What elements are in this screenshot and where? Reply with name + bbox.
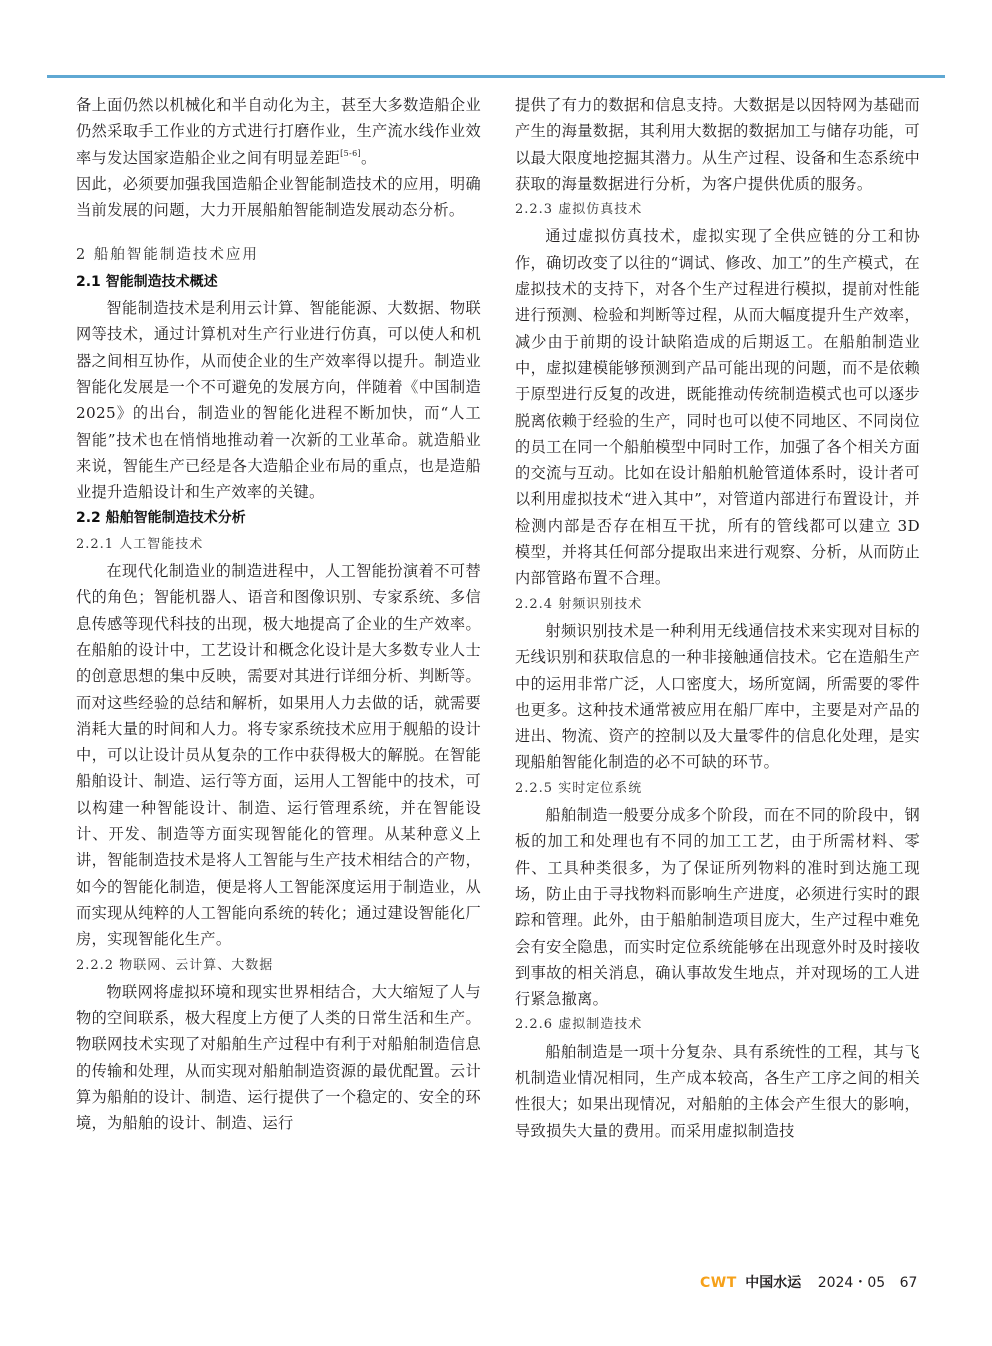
subsubsection-heading-2-2-5: 2.2.5 实时定位系统 [515,780,643,796]
magazine-logo: CWT [700,1275,737,1291]
issue-number: 2024・05 [817,1275,886,1291]
paragraph: 船舶制造是一项十分复杂、具有系统性的工程，其与飞机制造业情况相同，生产成本较高，各生产工序之间的相关性很大；如果出现情况，对船舶的主体会产生很大的影响，导致损失大量的费用。而采用虚拟制造技 [515,1042,920,1140]
paragraph: 船舶制造一般要分成多个阶段，而在不同的阶段中，钢板的加工和处理也有不同的加工工艺，由于所需材料、零件、工具种类很多，为了保证所列物料的准时到达施工现场，防止由于寻找物料而影响生产进度，必须进行实时的跟踪和管理。此外，由于船舶制造项目庞大，生产过程中难免会有安全隐患，而实时定位系统能够在出现意外时及时接收到事故的相关消息，确认事故发生地点，并对现场的工人进行紧急撤离。 [515,806,920,1009]
paragraph: 提供了有力的数据和信息支持。大数据是以因特网为基础而产生的海量数据，其利用大数据的数据加工与储存功能，可以最大限度地挖掘其潜力。从生产过程、设备和生态系统中获取的海量数据进行分析，为客户提供优质的服务。 [515,96,920,193]
paragraph: 因此，必须要加强我国造船企业智能制造技术的应用，明确当前发展的问题，大力开展船舶智能制造发展动态分析。 [76,174,481,220]
subsection-heading-2-2: 2.2 船舶智能制造技术分析 [76,510,246,527]
page-number: 67 [899,1275,918,1291]
subsubsection-heading-2-2-3: 2.2.3 虚拟仿真技术 [515,202,643,218]
magazine-name: 中国水运 [745,1275,802,1291]
citation: [5-6] [340,148,362,158]
subsubsection-heading-2-2-2: 2.2.2 物联网、云计算、大数据 [76,957,274,973]
section-heading-2: 2 船舶智能制造技术应用 [76,247,259,264]
page-footer [700,1272,940,1292]
paragraph: 通过虚拟仿真技术，虚拟实现了全供应链的分工和协作，确切改变了以往的“调试、修改、加工”的生产模式，在虚拟技术的支持下，对各个生产过程进行模拟，提前对性能进行预测、检验和判断等过程，从而大幅度提升生产效率，减少由于前期的设计缺陷造成的后期返工。在船舶制造业中，虚拟建模能够预测到产品可能出现的问题，而不是依赖于原型进行反复的改进，既能推动传统制造模式也可以逐步脱离依赖于经验的生产，同时也可以使不同地区、不同岗位的员工在同一个船舶模型中同时工作，加强了各个相关方面的交流与互动。比如在设计船舶机舱管道体系时，设计者可以利用虚拟技术“进入其中”，对管道内部进行布置设计，并检测内部是否存在相互干扰，所有的管线都可以建立 3D 模型，并将其任何部分提取出来进行观察、分析，从而防止内部管路布置不合理。 [515,227,920,588]
header-rule [47,75,945,78]
paragraph: 物联网将虚拟环境和现实世界相结合，大大缩短了人与物的空间联系，极大程度上方便了人类的日常生活和生产。物联网技术实现了对船舶生产过程中有利于对船舶制造信息的传输和处理，从而实现对船舶制造资源的最优配置。云计算为船舶的设计、制造、运行提供了一个稳定的、安全的环境，为船舶的设计、制造、运行 [76,982,481,1133]
right-column [515,92,920,1144]
paragraph: 智能制造技术是利用云计算、智能能源、大数据、物联网等技术，通过计算机对生产行业进行仿真，可以使人和机器之间相互协作，从而使企业的生产效率得以提升。制造业智能化发展是一个不可避免的发展方向，伴随着《中国制造 2025》的出台，制造业的智能化进程不断加快，而“人工智能”技术也在悄悄地推动着一次新的工业革命。就造船业来说，智能生产已经是各大造船企业布局的重点，也是造船业提升造船设计和生产效率的关键。 [76,299,481,502]
paragraph: 在现代化制造业的制造进程中，人工智能扮演着不可替代的角色；智能机器人、语音和图像识别、专家系统、多信息传感等现代科技的出现，极大地提高了企业的生产效率。在船舶的设计中，工艺设计和概念化设计是大多数专业人士的创意思想的集中反映，需要对其进行详细分析、判断等。而对这些经验的总结和解析，如果用人力去做的话，就需要消耗大量的时间和人力。将专家系统技术应用于舰船的设计中，可以让设计员从复杂的工作中获得极大的解脱。在智能船舶设计、制造、运行等方面，运用人工智能中的技术，可以构建一种智能设计、制造、运行管理系统，并在智能设计、开发、制造等方面实现智能化的管理。从某种意义上讲，智能制造技术是将人工智能与生产技术相结合的产物，如今的智能化制造，便是将人工智能深度运用于制造业，从而实现从纯粹的人工智能向系统的转化；通过建设智能化厂房，实现智能化生产。 [76,562,481,949]
paragraph: 备上面仍然以机械化和半自动化为主，甚至大多数造船企业仍然采取手工作业的方式进行打磨作业，生产流水线作业效率与发达国家造船企业之间有明显差距[5-6]。 [76,96,481,167]
subsection-heading-2-1: 2.1 智能制造技术概述 [76,273,218,290]
paragraph: 射频识别技术是一种利用无线通信技术来实现对目标的无线识别和获取信息的一种非接触通信技术。它在造船生产中的运用非常广泛，人口密度大，场所宽阔，所需要的零件也更多。这种技术通常被应用在船厂库中，主要是对产品的进出、物流、资产的控制以及大量零件的信息化处理，是实现船舶智能化制造的必不可缺的环节。 [515,621,920,772]
subsubsection-heading-2-2-4: 2.2.4 射频识别技术 [515,596,643,612]
left-column [76,92,481,1137]
subsubsection-heading-2-2-1: 2.2.1 人工智能技术 [76,536,204,552]
subsubsection-heading-2-2-6: 2.2.6 虚拟制造技术 [515,1017,643,1033]
